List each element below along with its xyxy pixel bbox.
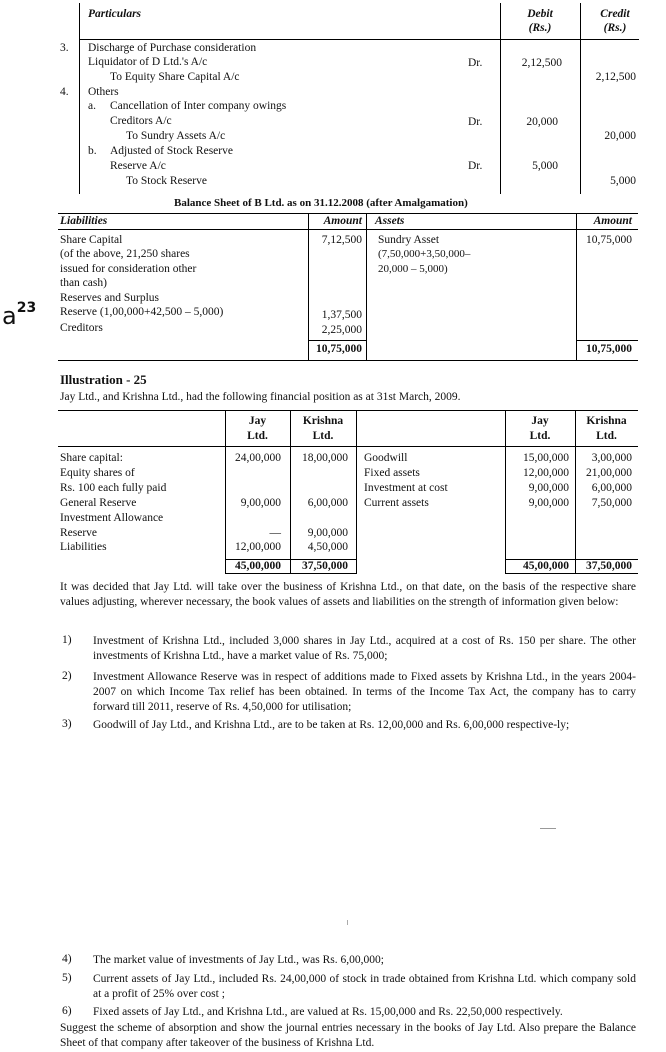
jay-investment-reserve: — [269,527,281,539]
bs-creditors-amount: 2,25,000 [321,324,362,336]
col-header-jay: Jay [248,415,267,427]
point-number: 5) [62,972,72,984]
bs-asset-line: (7,50,000+3,50,000– [378,248,471,260]
krishna-asset-value: 6,00,000 [591,482,632,494]
jay-asset-value: 9,00,000 [528,482,569,494]
bs-sundry-amount: 10,75,000 [586,234,632,246]
bs-liability-line: Reserve (1,00,000+42,500 – 5,000) [60,306,224,318]
left-label: Liabilities [60,541,107,553]
point-text: Fixed assets of Jay Ltd., and Krishna Ltd., are valued at Rs. 15,00,000 and Rs. 22,50,000 respectively. [93,1006,563,1018]
entry-debit-amount: 2,12,500 [521,57,562,69]
krishna-asset-value: 7,50,000 [591,497,632,509]
entry-credit-line: To Sundry Assets A/c [126,130,226,142]
scan-mark [347,920,348,925]
jay-asset-value: 15,00,000 [523,452,569,464]
col-header-krishna-right: Krishna [586,415,627,427]
journal-header-credit-unit: (Rs.) [603,22,627,34]
entry-dr: Dr. [468,116,483,128]
bs-liability-line: Share Capital [60,234,123,246]
col-header-jay-ltd: Ltd. [247,430,268,442]
krishna-left-total: 37,50,000 [302,560,348,572]
bs-assets-total: 10,75,000 [586,343,632,355]
point-number: 4) [62,953,72,965]
left-label: Reserve [60,527,98,539]
entry-debit-amount: 5,000 [532,160,558,172]
jay-right-total: 45,00,000 [523,560,569,572]
entry-debit-line: Liquidator of D Ltd.'s A/c [88,56,208,68]
bs-reserve-amount: 1,37,500 [321,309,362,321]
entry-title: Others [88,86,119,98]
entry-credit-amount: 5,000 [610,175,636,187]
col-header-jay-right: Jay [531,415,549,427]
point-text: Goodwill of Jay Ltd., and Krishna Ltd., are to be taken at Rs. 12,00,000 and Rs. 6,00,000 respective-ly; [93,719,570,731]
bs-liability-line: Reserves and Surplus [60,292,160,304]
point-number: 6) [62,1005,72,1017]
entry-number: b. [88,145,97,157]
krishna-asset-value: 21,00,000 [586,467,632,479]
bs-asset-line: Sundry Asset [378,234,440,246]
right-label: Fixed assets [364,467,420,479]
point-text: Investment of Krishna Ltd., included 3,000 shares in Jay Ltd., acquired at a cost of Rs. 150 per share. The other investments of Krishna Ltd., have a market value of Rs. 75,000; [93,635,636,662]
closing-paragraph: Suggest the scheme of absorption and show the journal entries necessary in the books of Jay Ltd. Also prepare the Balance Sheet of that company after takeover of the business of Krishna Ltd. [60,1022,636,1049]
journal-header-credit: Credit [600,8,630,20]
krishna-right-total: 37,50,000 [586,560,632,572]
krishna-investment-reserve: 9,00,000 [307,527,348,539]
entry-credit-amount: 2,12,500 [595,71,636,83]
illustration-intro: Jay Ltd., and Krishna Ltd., had the following financial position as at 31st March, 2009. [60,391,461,403]
point-text: Investment Allowance Reserve was in respect of additions made to Fixed assets by Krishna Ltd., in the years 2004-2007 on which Income Tax relief has been obtained. In terms of the Income Tax Act, the company has to carry forward till 2011, reserve of Rs. 4,50,000 for utilisation; [93,671,636,713]
point-text: The market value of investments of Jay Ltd., was Rs. 6,00,000; [93,954,384,966]
entry-debit-amount: 20,000 [526,116,558,128]
point-number: 3) [62,718,72,730]
entry-title: Adjusted of Stock Reserve [110,145,233,157]
bs-liability-line: Creditors [60,322,103,334]
jay-left-total: 45,00,000 [235,560,281,572]
krishna-liabilities: 4,50,000 [307,541,348,553]
left-label: Rs. 100 each fully paid [60,482,167,494]
right-label: Current assets [364,497,429,509]
bs-liabilities-total: 10,75,000 [316,343,362,355]
krishna-general-reserve: 6,00,000 [307,497,348,509]
bs-liability-line: (of the above, 21,250 shares [60,248,190,260]
point-number: 1) [62,634,72,646]
col-header-jay-ltd-right: Ltd. [529,430,551,442]
entry-dr: Dr. [468,160,483,172]
page-number: $a^{23}$ [2,300,37,330]
left-label: Equity shares of [60,467,135,479]
scan-mark [540,828,556,829]
entry-debit-line: Creditors A/c [110,115,172,127]
decided-paragraph: It was decided that Jay Ltd. will take over the business of Krishna Ltd., on that date, on the basis of the respective share values adjusting, wherever necessary, the book values of assets and liabilities on the strength of information given below: [60,581,636,608]
bs-header-assets: Assets [375,215,405,227]
right-label: Investment at cost [364,482,448,494]
jay-asset-value: 9,00,000 [528,497,569,509]
journal-header-debit-unit: (Rs.) [528,22,552,34]
bs-header-liabilities: Liabilities [60,215,108,227]
jay-share-capital: 24,00,000 [235,452,281,464]
bs-header-amount: Amount [323,215,362,227]
journal-header-particulars: Particulars [88,8,142,20]
bs-header-amount-assets: Amount [593,215,632,227]
point-text: Current assets of Jay Ltd., included Rs. 24,00,000 of stock in trade obtained from Krishna Ltd. which company sold at a profit of 25% over cost ; [93,973,636,1000]
entry-number: 3. [60,42,69,54]
left-label: Investment Allowance [60,512,164,524]
jay-general-reserve: 9,00,000 [240,497,281,509]
illustration-heading: Illustration - 25 [60,372,147,387]
col-header-krishna-ltd-right: Ltd. [596,430,617,442]
entry-credit-amount: 20,000 [604,130,636,142]
krishna-asset-value: 3,00,000 [591,452,632,464]
right-label: Goodwill [364,452,408,464]
journal-header-debit: Debit [527,8,553,20]
bs-liability-line: issued for consideration other [60,263,197,275]
entry-credit-line: To Equity Share Capital A/c [110,71,240,83]
entry-debit-line: Reserve A/c [110,160,166,172]
col-header-krishna-ltd: Ltd. [312,430,334,442]
left-label: General Reserve [60,497,137,509]
bs-asset-line: 20,000 – 5,000) [378,263,448,275]
entry-number: 4. [60,86,69,98]
balance-sheet-title: Balance Sheet of B Ltd. as on 31.12.2008 (after Amalgamation) [174,197,468,209]
krishna-share-capital: 18,00,000 [302,452,348,464]
bs-liability-line: than cash) [60,277,107,289]
point-number: 2) [62,670,72,682]
bs-share-capital-amount: 7,12,500 [321,234,362,246]
col-header-krishna: Krishna [302,415,344,427]
entry-dr: Dr. [468,57,483,69]
jay-liabilities: 12,00,000 [235,541,281,553]
jay-asset-value: 12,00,000 [523,467,569,479]
left-label: Share capital: [60,452,123,464]
entry-title: Cancellation of Inter company owings [110,100,287,112]
entry-credit-line: To Stock Reserve [126,175,207,187]
entry-number: a. [88,100,96,112]
entry-title: Discharge of Purchase consideration [88,42,257,54]
